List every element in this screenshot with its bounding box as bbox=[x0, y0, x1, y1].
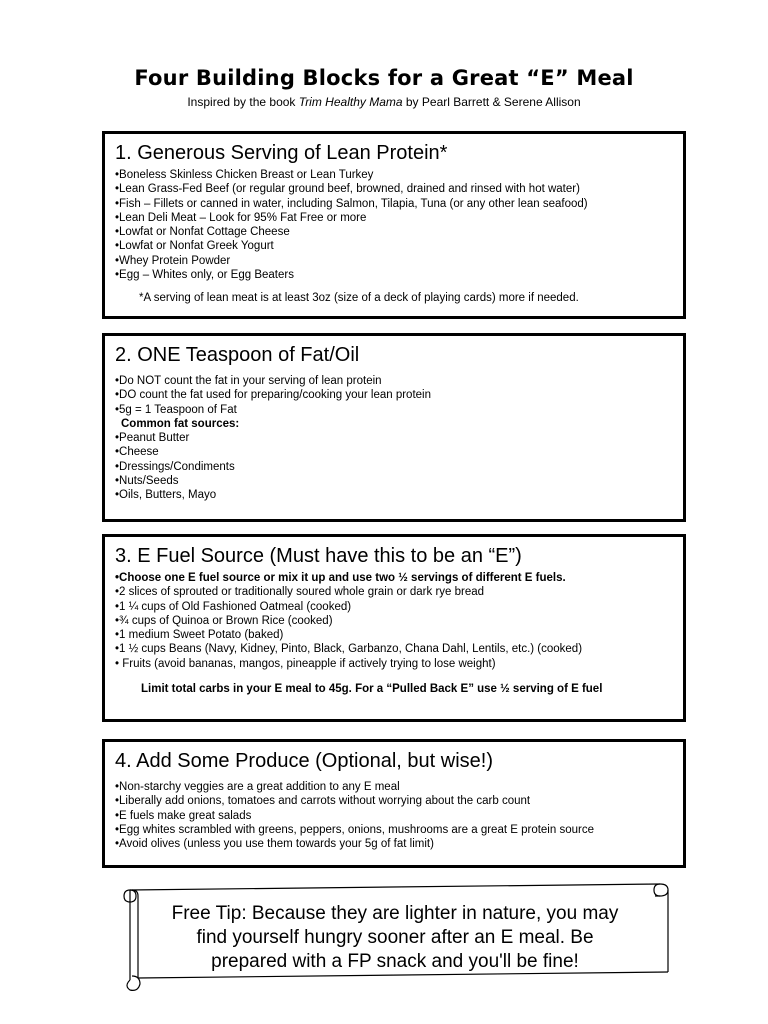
list-item: • Fruits (avoid bananas, mangos, pineapple if actively trying to lose weight) bbox=[115, 657, 673, 671]
subtitle-prefix: Inspired by the book bbox=[187, 95, 299, 109]
list-item: • Fish – Fillets or canned in water, including Salmon, Tilapia, Tuna (or any other lean seafood) bbox=[115, 197, 673, 211]
list-item: • Avoid olives (unless you use them towards your 5g of fat limit) bbox=[115, 837, 673, 851]
list-item: • Whey Protein Powder bbox=[115, 254, 673, 268]
section-lean-protein bbox=[102, 131, 686, 319]
section-produce bbox=[102, 739, 686, 868]
list-item: • 5g = 1 Teaspoon of Fat bbox=[115, 403, 673, 417]
list-item: • Choose one E fuel source or mix it up and use two ½ servings of different E fuels. bbox=[115, 571, 673, 585]
tip-line: prepared with a FP snack and you'll be fine! bbox=[211, 951, 579, 972]
fat-sources-heading: Common fat sources: bbox=[121, 417, 240, 430]
book-title: Trim Healthy Mama bbox=[298, 95, 403, 109]
section-e-fuel bbox=[102, 534, 686, 722]
list-item: • Oils, Butters, Mayo bbox=[115, 488, 673, 502]
list-item: • Peanut Butter bbox=[115, 431, 673, 445]
serving-note: *A serving of lean meat is at least 3oz (size of a deck of playing cards) more if needed. bbox=[139, 292, 579, 305]
list-item: • Egg – Whites only, or Egg Beaters bbox=[115, 268, 673, 282]
subtitle-suffix: by Pearl Barrett & Serene Allison bbox=[402, 95, 581, 109]
protein-list bbox=[115, 168, 673, 282]
list-item: • Lowfat or Nonfat Cottage Cheese bbox=[115, 225, 673, 239]
section-heading: 4. Add Some Produce (Optional, but wise!) bbox=[115, 750, 493, 772]
list-item: • Boneless Skinless Chicken Breast or Lean Turkey bbox=[115, 168, 673, 182]
e-fuel-list bbox=[115, 571, 673, 671]
subtitle bbox=[0, 95, 768, 109]
section-heading: 2. ONE Teaspoon of Fat/Oil bbox=[115, 344, 360, 366]
list-item: • 1 ¼ cups of Old Fashioned Oatmeal (cooked) bbox=[115, 600, 673, 614]
list-item: • Nuts/Seeds bbox=[115, 474, 673, 488]
free-tip bbox=[140, 902, 650, 974]
fat-rules-list bbox=[115, 374, 673, 417]
list-item: • Lean Deli Meat – Look for 95% Fat Free or more bbox=[115, 211, 673, 225]
list-item: • Egg whites scrambled with greens, peppers, onions, mushrooms are a great E protein source bbox=[115, 823, 673, 837]
list-item: • E fuels make great salads bbox=[115, 809, 673, 823]
tip-line: Free Tip: Because they are lighter in nature, you may bbox=[171, 903, 619, 924]
list-item: • ¾ cups of Quinoa or Brown Rice (cooked) bbox=[115, 614, 673, 628]
section-fat-oil bbox=[102, 333, 686, 522]
carb-limit-note: Limit total carbs in your E meal to 45g. For a “Pulled Back E” use ½ serving of E fuel bbox=[141, 683, 603, 696]
list-item: • 1 ½ cups Beans (Navy, Kidney, Pinto, Black, Garbanzo, Chana Dahl, Lentils, etc.) (cooked) bbox=[115, 642, 673, 656]
list-item: • Cheese bbox=[115, 445, 673, 459]
list-item: • 2 slices of sprouted or traditionally soured whole grain or dark rye bread bbox=[115, 585, 673, 599]
list-item: • Lowfat or Nonfat Greek Yogurt bbox=[115, 239, 673, 253]
page-title: Four Building Blocks for a Great “E” Meal bbox=[134, 66, 634, 90]
fat-sources-list bbox=[115, 431, 673, 502]
list-item: • Non-starchy veggies are a great addition to any E meal bbox=[115, 780, 673, 794]
produce-list bbox=[115, 780, 673, 851]
list-item: • Do NOT count the fat in your serving of lean protein bbox=[115, 374, 673, 388]
list-item: • Dressings/Condiments bbox=[115, 460, 673, 474]
list-item: • 1 medium Sweet Potato (baked) bbox=[115, 628, 673, 642]
list-item: • Liberally add onions, tomatoes and carrots without worrying about the carb count bbox=[115, 794, 673, 808]
list-item: • DO count the fat used for preparing/cooking your lean protein bbox=[115, 388, 673, 402]
list-item: • Lean Grass-Fed Beef (or regular ground beef, browned, drained and rinsed with hot water) bbox=[115, 182, 673, 196]
tip-line: find yourself hungry sooner after an E meal. Be bbox=[196, 927, 594, 948]
section-heading: 3. E Fuel Source (Must have this to be an “E”) bbox=[115, 545, 522, 567]
section-heading: 1. Generous Serving of Lean Protein* bbox=[115, 142, 448, 164]
